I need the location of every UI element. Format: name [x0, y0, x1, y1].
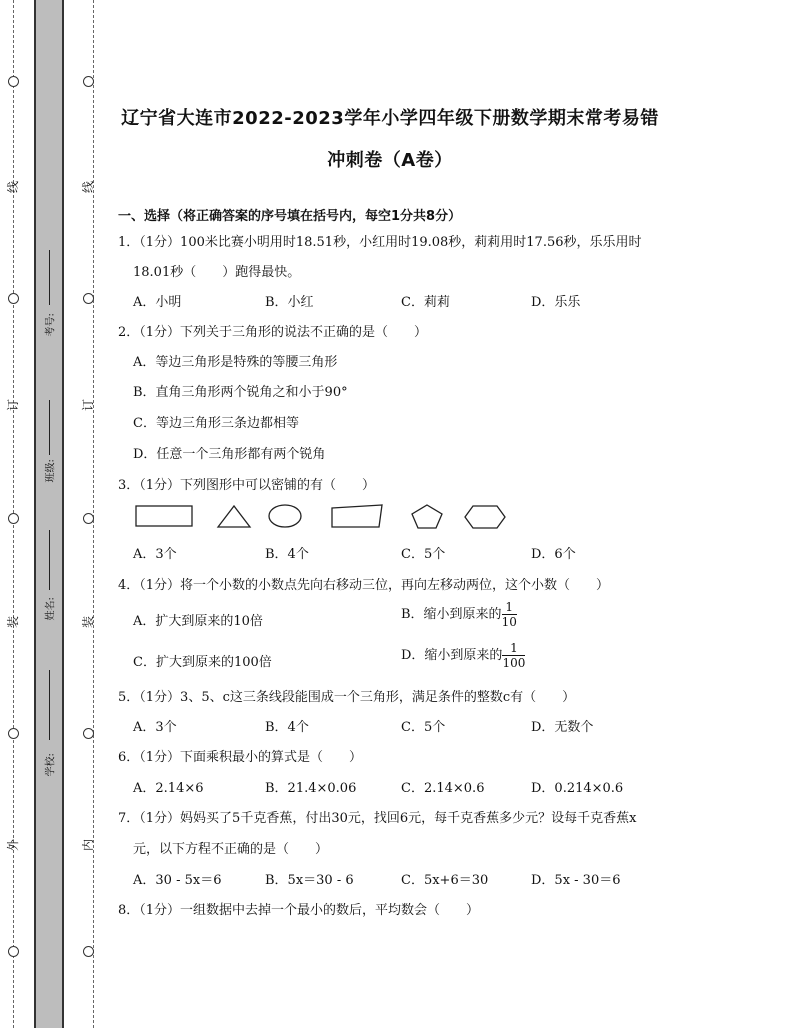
q2-option-b[interactable]: B．直角三角形两个锐角之和小于90° [133, 385, 348, 400]
q1-option-a[interactable]: A．小明 [133, 295, 182, 310]
fraction-numerator: 1 [502, 641, 525, 656]
binding-strip [34, 0, 64, 1028]
section-heading: 一、选择（将正确答案的序号填在括号内，每空1分共8分） [118, 209, 462, 224]
q3-option-a[interactable]: A．3个 [133, 547, 177, 562]
q1-option-d[interactable]: D．乐乐 [531, 295, 581, 310]
inner-mark-xian: 线 [81, 181, 95, 194]
fraction-numerator: 1 [502, 600, 517, 615]
q3-option-b[interactable]: B．4个 [265, 547, 309, 562]
q6-option-d[interactable]: D．0.214×0.6 [531, 781, 624, 796]
q5-option-c[interactable]: C．5个 [401, 720, 446, 735]
q4-option-b[interactable] [401, 600, 517, 629]
q4-option-a[interactable]: A．扩大到原来的10倍 [133, 614, 263, 629]
exam-number-label: 考号: [45, 313, 57, 337]
binding-hole [83, 513, 94, 524]
inner-mark-zhuang: 装 [81, 616, 95, 629]
pentagon-shape [412, 505, 442, 528]
inner-cut-line [93, 0, 94, 1028]
binding-hole [8, 293, 19, 304]
q5-option-a[interactable]: A．3个 [133, 720, 177, 735]
q7-option-b[interactable]: B．5x＝30 - 6 [265, 873, 354, 888]
q7-option-a[interactable]: A．30 - 5x＝6 [133, 873, 222, 888]
question-5-text: 5．（1分）3、5、c这三条线段能围成一个三角形，满足条件的整数c有（ ） [118, 690, 576, 705]
q1-option-b[interactable]: B．小红 [265, 295, 314, 310]
q1-option-c[interactable]: C．莉莉 [401, 295, 450, 310]
outer-mark-ding: 订 [6, 399, 20, 412]
fraction-denominator: 10 [501, 615, 517, 629]
tessellation-shapes-figure [130, 500, 520, 536]
q2-option-a[interactable]: A．等边三角形是特殊的等腰三角形 [133, 355, 338, 370]
question-7-text: 7．（1分）妈妈买了5千克香蕉，付出30元，找回6元，每千克香蕉多少元？设每千克香蕉x [118, 811, 637, 826]
rectangle-shape [136, 506, 192, 526]
question-7-text-cont: 元，以下方程不正确的是（ ） [133, 842, 329, 857]
q5-option-b[interactable]: B．4个 [265, 720, 309, 735]
name-label: 姓名: [45, 597, 57, 621]
exam-number-field[interactable] [49, 250, 50, 305]
binding-hole [8, 76, 19, 87]
question-3-text: 3．（1分）下列图形中可以密铺的有（ ） [118, 478, 376, 493]
q2-option-c[interactable]: C．等边三角形三条边都相等 [133, 416, 299, 431]
binding-hole [83, 728, 94, 739]
q7-option-d[interactable]: D．5x - 30＝6 [531, 873, 621, 888]
school-field[interactable] [49, 670, 50, 740]
question-6-text: 6．（1分）下面乘积最小的算式是（ ） [118, 750, 363, 765]
fraction-denominator: 100 [502, 656, 526, 670]
school-label: 学校: [45, 753, 57, 777]
hexagon-shape [465, 506, 505, 528]
q4-option-b-label: B．缩小到原来的 [401, 607, 502, 622]
circle-shape [269, 505, 301, 527]
class-label: 班级: [45, 459, 57, 483]
fraction-one-tenth [502, 600, 517, 629]
q4-option-d-label: D．缩小到原来的 [401, 648, 503, 663]
q3-option-d[interactable]: D．6个 [531, 547, 576, 562]
question-1-text: 1．（1分）100米比赛小明用时18.51秒，小红用时19.08秒，莉莉用时17.56秒，乐乐用时 [118, 235, 642, 250]
q2-option-d[interactable]: D．任意一个三角形都有两个锐角 [133, 447, 326, 462]
binding-hole [83, 76, 94, 87]
triangle-shape [218, 506, 250, 527]
q4-option-c[interactable]: C．扩大到原来的100倍 [133, 655, 272, 670]
inner-mark-ding: 订 [81, 399, 95, 412]
q7-option-c[interactable]: C．5x+6＝30 [401, 873, 489, 888]
q6-option-a[interactable]: A．2.14×6 [133, 781, 204, 796]
outer-mark-xian: 线 [6, 181, 20, 194]
fraction-one-hundredth [502, 641, 525, 670]
binding-hole [8, 728, 19, 739]
name-field[interactable] [49, 530, 50, 590]
inner-mark-nei: 内 [81, 839, 95, 852]
binding-hole [8, 946, 19, 957]
quadrilateral-shape [332, 505, 382, 527]
q5-option-d[interactable]: D．无数个 [531, 720, 594, 735]
q6-option-b[interactable]: B．21.4×0.06 [265, 781, 357, 796]
question-8-text: 8．（1分）一组数据中去掉一个最小的数后，平均数会（ ） [118, 903, 480, 918]
exam-title-line2: 冲刺卷（A卷） [327, 150, 453, 171]
question-4-text: 4．（1分）将一个小数的小数点先向右移动三位，再向左移动两位，这个小数（ ） [118, 578, 610, 593]
outer-mark-wai: 外 [6, 839, 20, 852]
binding-hole [83, 946, 94, 957]
class-field[interactable] [49, 400, 50, 455]
outer-mark-zhuang: 装 [6, 616, 20, 629]
binding-hole [8, 513, 19, 524]
q6-option-c[interactable]: C．2.14×0.6 [401, 781, 485, 796]
question-1-text-cont: 18.01秒（ ）跑得最快。 [133, 265, 301, 280]
binding-hole [83, 293, 94, 304]
q3-option-c[interactable]: C．5个 [401, 547, 446, 562]
exam-title-line1: 辽宁省大连市2022-2023学年小学四年级下册数学期末常考易错 [121, 108, 659, 129]
q4-option-d[interactable] [401, 641, 525, 670]
question-2-text: 2．（1分）下列关于三角形的说法不正确的是（ ） [118, 325, 428, 340]
